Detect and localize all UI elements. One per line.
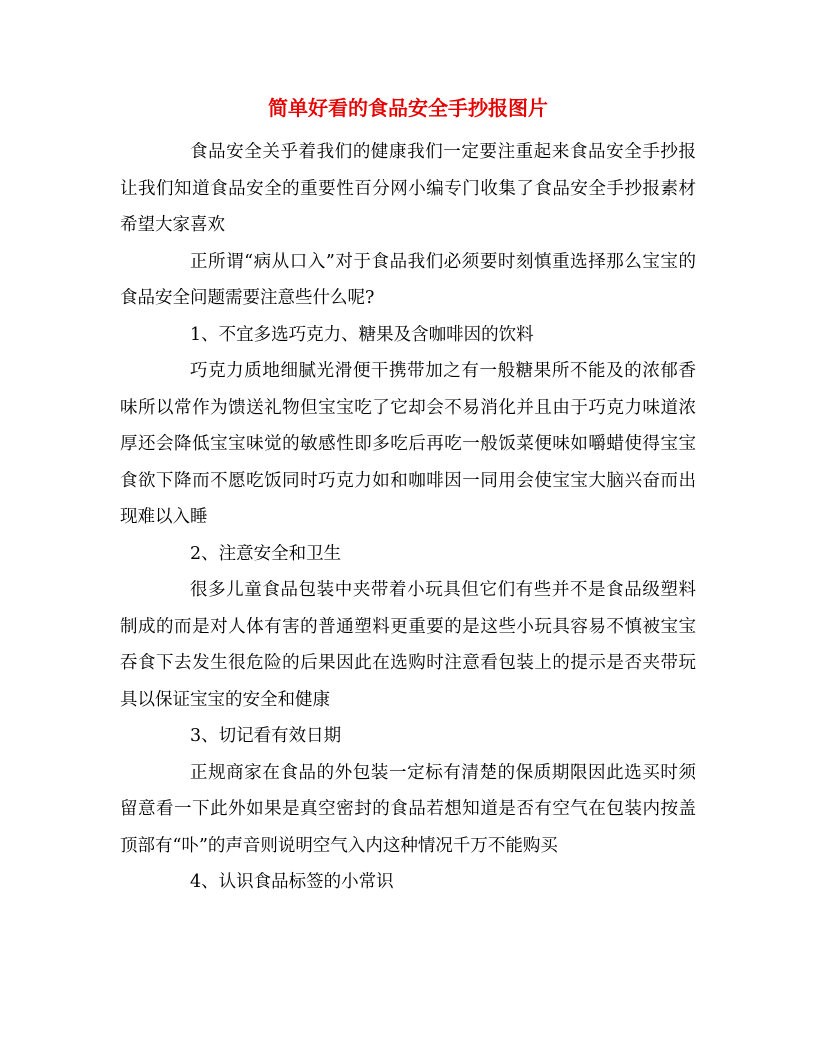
section-heading-1: 1、不宜多选巧克力、糖果及含咖啡因的饮料	[190, 324, 534, 345]
section-heading-3: 3、切记看有效日期	[190, 726, 342, 746]
paragraph-chocolate: 巧克力质地细腻光滑便干携带加之有一般糖果所不能及的浓郁香味所以常作为馈送礼物但宝宝吃了它却会不易消化并且由于巧克力味道浓厚还会降低宝宝味觉的敏感性即多吃后再吃一般饭菜便味如嚼蜡使得宝宝食欲下降而不愿吃饭同时巧克力如和咖啡因一同用会使宝宝大脑兴奋而出现难以入睡	[120, 361, 696, 527]
paragraph-toys-safety: 很多儿童食品包装中夹带着小玩具但它们有些并不是食品级塑料制成的而是对人体有害的普通塑料更重要的是这些小玩具容易不慎被宝宝吞食下去发生很危险的后果因此在选购时注意看包装上的提示是否夹带玩具以保证宝宝的安全和健康	[120, 580, 696, 710]
document-body	[120, 134, 696, 901]
section-heading-2: 2、注意安全和卫生	[190, 543, 342, 564]
intro-paragraph: 食品安全关乎着我们的健康我们一定要注重起来食品安全手抄报让我们知道食品安全的重要性百分网小编专门收集了食品安全手抄报素材希望大家喜欢	[120, 142, 696, 235]
paragraph-food-safety-question: 正所谓“病从口入”对于食品我们必须要时刻慎重选择那么宝宝的食品安全问题需要注意些什么呢?	[120, 251, 696, 308]
document-title: 简单好看的食品安全手抄报图片	[268, 96, 548, 120]
section-heading-4: 4、认识食品标签的小常识	[190, 872, 394, 892]
paragraph-expiry-date: 正规商家在食品的外包装一定标有清楚的保质期限因此选买时须留意看一下此外如果是真空密封的食品若想知道是否有空气在包装内按盖顶部有“卟”的声音则说明空气入内这种情况千万不能购买	[120, 762, 696, 856]
